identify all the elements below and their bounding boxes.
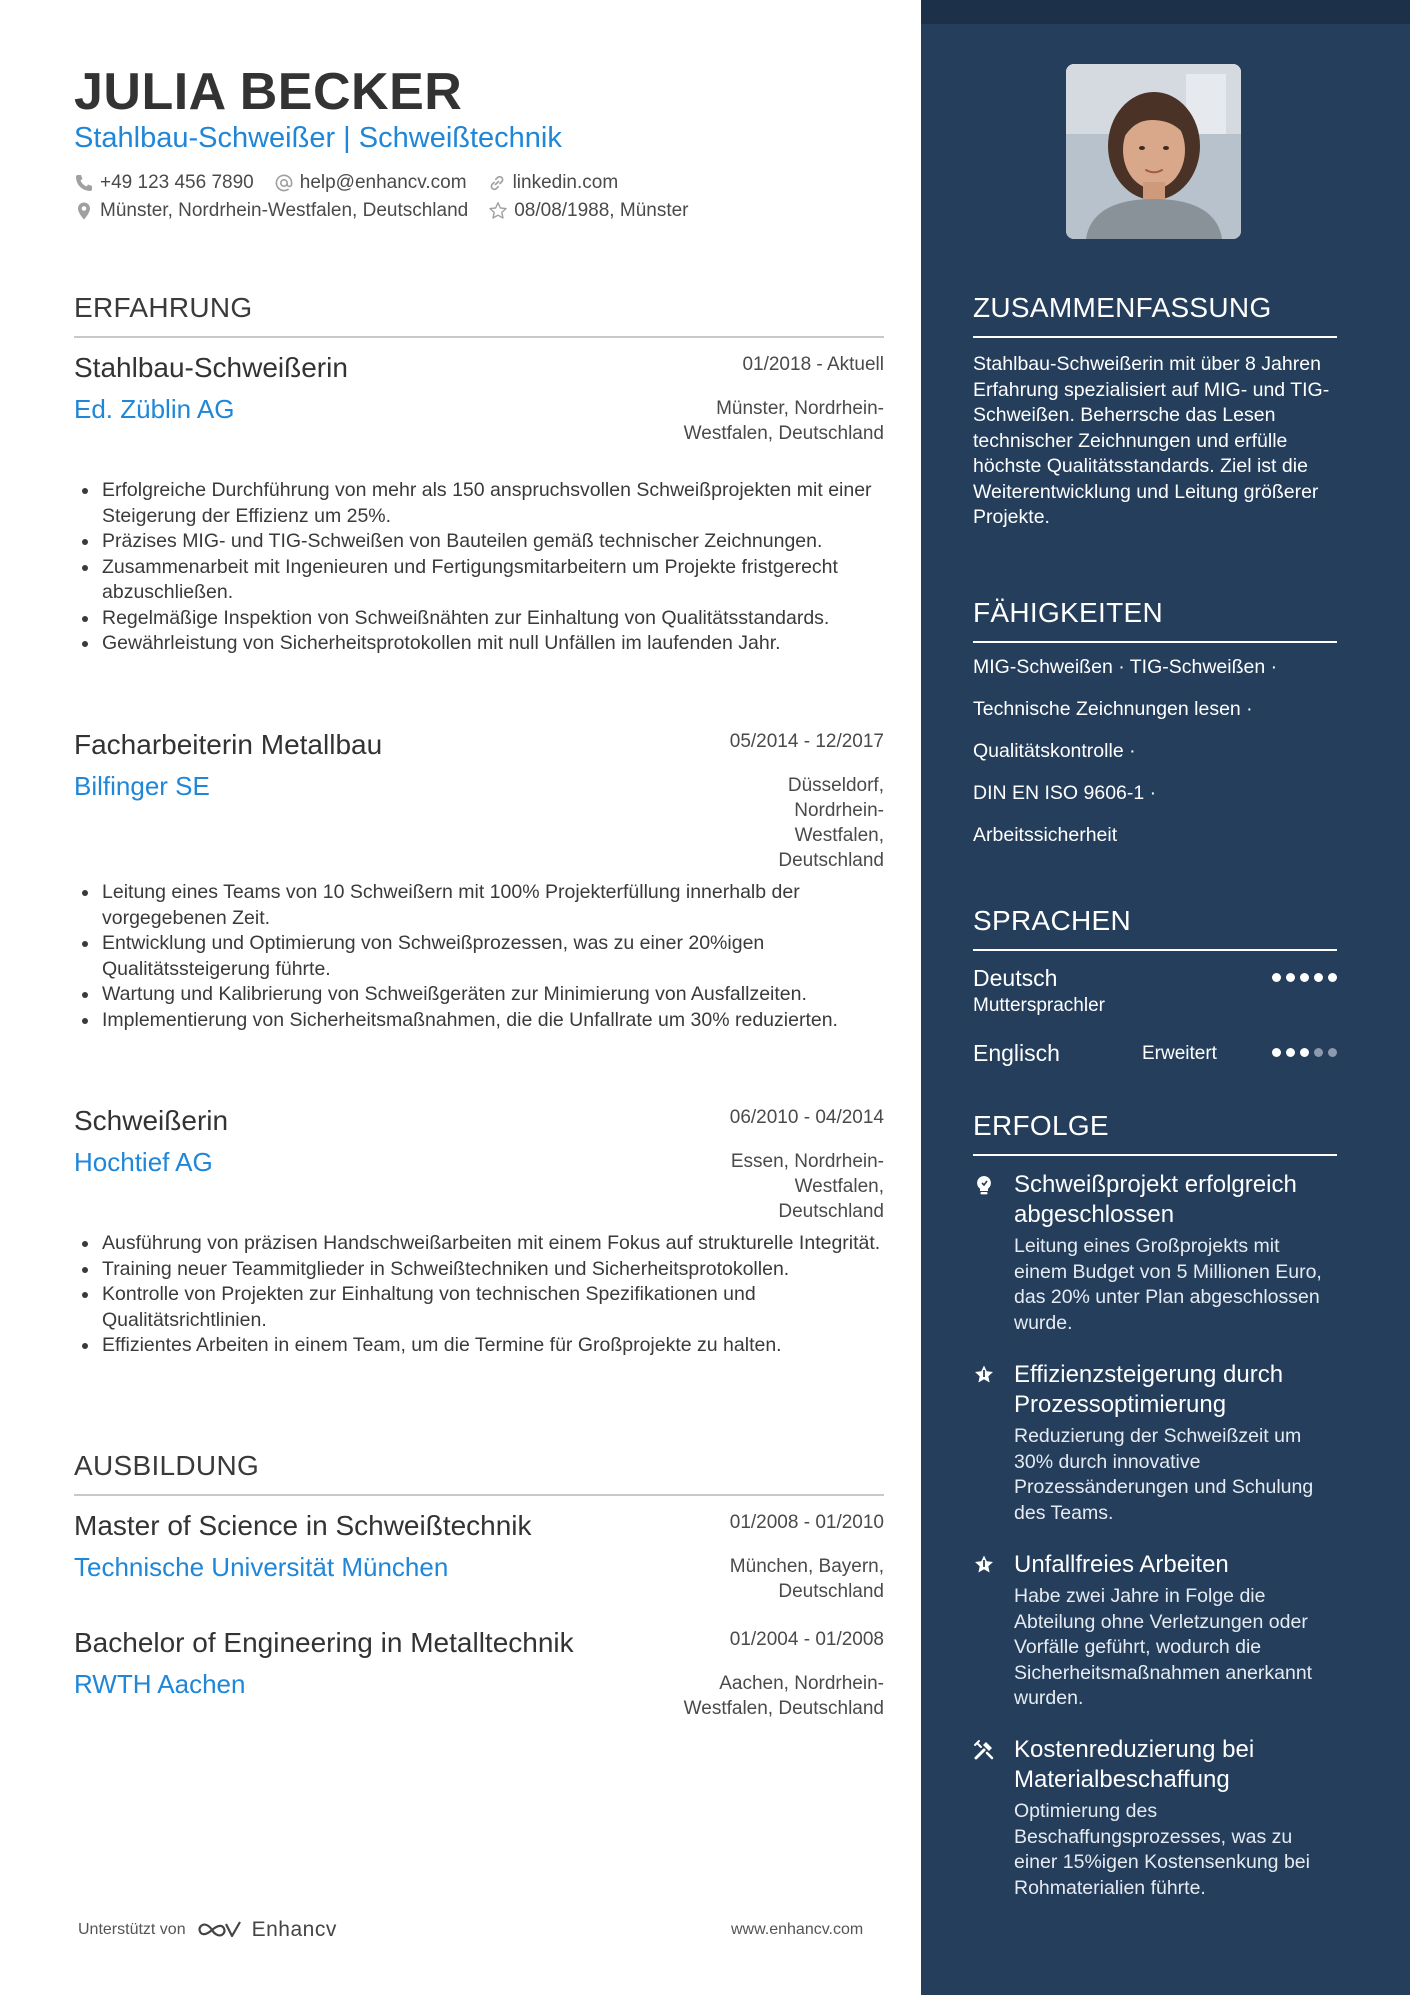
job-bullets bbox=[74, 478, 884, 657]
achievement-description: Reduzierung der Schweißzeit um 30% durch innovative Prozessänderungen und Schulung des Teams. bbox=[1014, 1425, 1314, 1524]
sidebar-top-band bbox=[921, 0, 1410, 24]
skill-line: Technische Zeichnungen lesen · bbox=[973, 698, 1253, 720]
achievement-description: Optimierung des Beschaffungsprozesses, was zu einer 15%igen Kostensenkung bei Rohmaterialien führte. bbox=[1014, 1800, 1310, 1899]
rating-dot-filled bbox=[1272, 1048, 1281, 1057]
language-level: Muttersprachler bbox=[973, 995, 1105, 1016]
skill-line: Arbeitssicherheit bbox=[973, 824, 1118, 846]
language-name: Englisch bbox=[973, 1040, 1060, 1066]
language-rating bbox=[1267, 1048, 1337, 1057]
birth-contact bbox=[488, 200, 688, 222]
education-location: München, Bayern, Deutschland bbox=[729, 1556, 884, 1602]
summary-heading: ZUSAMMENFASSUNG bbox=[973, 292, 1337, 338]
location-contact bbox=[74, 200, 468, 222]
achievement-title: Kostenreduzierung bei Materialbeschaffung bbox=[1014, 1736, 1255, 1793]
achievement-description: Leitung eines Großprojekts mit einem Budget von 5 Millionen Euro, das 20% unter Plan abgeschlossen wurde. bbox=[1014, 1235, 1322, 1334]
skills-heading: FÄHIGKEITEN bbox=[973, 597, 1337, 643]
location-text: Münster, Nordrhein-Westfalen, Deutschland bbox=[100, 200, 469, 221]
rating-dot-filled bbox=[1272, 973, 1281, 982]
footer-powered-by bbox=[78, 1918, 337, 1942]
footer-website[interactable]: www.enhancv.com bbox=[731, 1921, 864, 1938]
profile-photo bbox=[1066, 64, 1241, 239]
language-name: Deutsch bbox=[973, 965, 1058, 991]
powered-by-text: Unterstützt von bbox=[78, 1921, 186, 1938]
star-icon bbox=[973, 1364, 995, 1386]
education-location: Aachen, Nordrhein-Westfalen, Deutschland bbox=[683, 1673, 884, 1719]
bullet-item: Kontrolle von Projekten zur Einhaltung von technischen Spezifikationen und Qualitätsrichtlinien. bbox=[74, 1282, 884, 1333]
tools-icon bbox=[973, 1739, 995, 1761]
bullet-item: Präzises MIG- und TIG-Schweißen von Bauteilen gemäß technischer Zeichnungen. bbox=[74, 529, 884, 555]
language-item bbox=[973, 965, 1337, 1025]
rating-dot-empty bbox=[1314, 1048, 1323, 1057]
job-bullets bbox=[74, 1231, 884, 1359]
phone-icon bbox=[74, 173, 94, 193]
skills-list bbox=[973, 652, 1337, 862]
rating-dot-filled bbox=[1328, 973, 1337, 982]
main-column bbox=[74, 0, 884, 1995]
achievement-item bbox=[973, 1735, 1337, 1901]
rating-dot-filled bbox=[1300, 1048, 1309, 1057]
candidate-name: JULIA BECKER bbox=[74, 63, 463, 121]
job-location: Düsseldorf, Nordrhein-Westfalen, Deutschland bbox=[778, 775, 884, 871]
summary-text: Stahlbau-Schweißerin mit über 8 Jahren Erfahrung spezialisiert auf MIG- und TIG-Schweißen. Beherrsche das Lesen technischer Zeichnungen und erfülle höchste Qualitätsstandards. Ziel ist die Weiterentwicklung und Leitung größerer Projekte. bbox=[973, 353, 1330, 528]
bullet-item: Erfolgreiche Durchführung von mehr als 150 anspruchsvollen Schweißprojekten mit einer Steigerung der Effizienz um 25%. bbox=[74, 478, 884, 529]
contact-row-1 bbox=[74, 172, 638, 194]
brand-name: Enhancv bbox=[251, 1918, 337, 1941]
bullet-item: Training neuer Teammitglieder in Schweißtechniken und Sicherheitsprotokollen. bbox=[74, 1257, 884, 1283]
rating-dot-filled bbox=[1286, 973, 1295, 982]
bullet-item: Effizientes Arbeiten in einem Team, um die Termine für Großprojekte zu halten. bbox=[74, 1333, 884, 1359]
job-company[interactable]: Hochtief AG bbox=[74, 1147, 213, 1177]
at-icon bbox=[274, 173, 294, 193]
rating-dot-filled bbox=[1286, 1048, 1295, 1057]
bullet-item: Wartung und Kalibrierung von Schweißgeräten zur Minimierung von Ausfallzeiten. bbox=[74, 982, 884, 1008]
achievement-item bbox=[973, 1550, 1337, 1712]
achievement-title: Effizienzsteigerung durch Prozessoptimierung bbox=[1014, 1361, 1284, 1418]
bullet-item: Implementierung von Sicherheitsmaßnahmen, die die Unfallrate um 30% reduzierten. bbox=[74, 1008, 884, 1034]
language-item bbox=[973, 1040, 1337, 1100]
link-icon bbox=[487, 173, 507, 193]
job-company[interactable]: Bilfinger SE bbox=[74, 771, 210, 801]
enhancv-logo-icon bbox=[198, 1918, 244, 1942]
sidebar bbox=[921, 0, 1410, 1995]
achievements-heading: ERFOLGE bbox=[973, 1110, 1337, 1156]
phone-contact[interactable] bbox=[74, 172, 254, 194]
bullet-item: Zusammenarbeit mit Ingenieuren und Fertigungsmitarbeitern um Projekte fristgerecht abzuschließen. bbox=[74, 555, 884, 606]
language-level: Erweitert bbox=[1142, 1043, 1217, 1064]
enhancv-logo[interactable] bbox=[198, 1918, 337, 1942]
star-outline-icon bbox=[488, 201, 508, 221]
linkedin-contact[interactable] bbox=[487, 172, 619, 194]
lightbulb-icon bbox=[973, 1174, 995, 1196]
school-name[interactable]: RWTH Aachen bbox=[74, 1669, 246, 1699]
bullet-item: Gewährleistung von Sicherheitsprotokollen mit null Unfällen im laufenden Jahr. bbox=[74, 631, 884, 657]
achievement-item bbox=[973, 1170, 1337, 1336]
experience-heading: ERFAHRUNG bbox=[74, 292, 884, 338]
language-rating bbox=[1267, 973, 1337, 982]
email-contact[interactable] bbox=[274, 172, 467, 194]
job-date: 01/2018 - Aktuell bbox=[742, 354, 884, 375]
job-date: 06/2010 - 04/2014 bbox=[729, 1107, 884, 1128]
phone-text: +49 123 456 7890 bbox=[100, 172, 254, 193]
job-date: 05/2014 - 12/2017 bbox=[729, 731, 884, 752]
rating-dot-filled bbox=[1314, 973, 1323, 982]
skill-line: Qualitätskontrolle · bbox=[973, 740, 1136, 762]
linkedin-text: linkedin.com bbox=[512, 172, 619, 193]
achievement-description: Habe zwei Jahre in Folge die Abteilung ohne Verletzungen oder Vorfälle geführt, wodurch die Sicherheitsmaßnahmen anerkannt wurden. bbox=[1014, 1585, 1313, 1709]
education-date: 01/2008 - 01/2010 bbox=[729, 1512, 884, 1533]
contact-row-2 bbox=[74, 200, 709, 222]
bullet-item: Leitung eines Teams von 10 Schweißern mit 100% Projekterfüllung innerhalb der vorgegebenen Zeit. bbox=[74, 880, 884, 931]
skill-line: DIN EN ISO 9606-1 · bbox=[973, 782, 1157, 804]
star-icon bbox=[973, 1554, 995, 1576]
degree-title: Master of Science in Schweißtechnik bbox=[74, 1510, 532, 1541]
achievement-item bbox=[973, 1360, 1337, 1526]
job-role: Stahlbau-Schweißerin bbox=[74, 352, 348, 383]
job-role: Schweißerin bbox=[74, 1105, 229, 1136]
job-bullets bbox=[74, 880, 884, 1033]
location-pin-icon bbox=[74, 201, 94, 221]
degree-title: Bachelor of Engineering in Metalltechnik bbox=[74, 1627, 574, 1658]
rating-dot-filled bbox=[1300, 973, 1309, 982]
email-text: help@enhancv.com bbox=[299, 172, 467, 193]
achievement-title: Schweißprojekt erfolgreich abgeschlossen bbox=[1014, 1171, 1297, 1228]
job-role: Facharbeiterin Metallbau bbox=[74, 729, 383, 760]
languages-heading: SPRACHEN bbox=[973, 905, 1337, 951]
job-location: Münster, Nordrhein-Westfalen, Deutschland bbox=[683, 398, 884, 444]
bullet-item: Entwicklung und Optimierung von Schweißprozessen, was zu einer 20%igen Qualitätssteigerung führte. bbox=[74, 931, 884, 982]
job-location: Essen, Nordrhein-Westfalen, Deutschland bbox=[730, 1151, 884, 1222]
candidate-title: Stahlbau-Schweißer | Schweißtechnik bbox=[74, 122, 562, 154]
bullet-item: Ausführung von präzisen Handschweißarbeiten mit einem Fokus auf strukturelle Integrität. bbox=[74, 1231, 884, 1257]
achievement-title: Unfallfreies Arbeiten bbox=[1014, 1551, 1229, 1578]
education-date: 01/2004 - 01/2008 bbox=[729, 1629, 884, 1650]
rating-dot-empty bbox=[1328, 1048, 1337, 1057]
school-name[interactable]: Technische Universität München bbox=[74, 1552, 449, 1582]
job-company[interactable]: Ed. Züblin AG bbox=[74, 394, 235, 424]
skill-line: MIG-Schweißen · TIG-Schweißen · bbox=[973, 656, 1278, 678]
bullet-item: Regelmäßige Inspektion von Schweißnähten zur Einhaltung von Qualitätsstandards. bbox=[74, 606, 884, 632]
education-heading: AUSBILDUNG bbox=[74, 1450, 884, 1496]
birth-text: 08/08/1988, Münster bbox=[514, 200, 689, 221]
